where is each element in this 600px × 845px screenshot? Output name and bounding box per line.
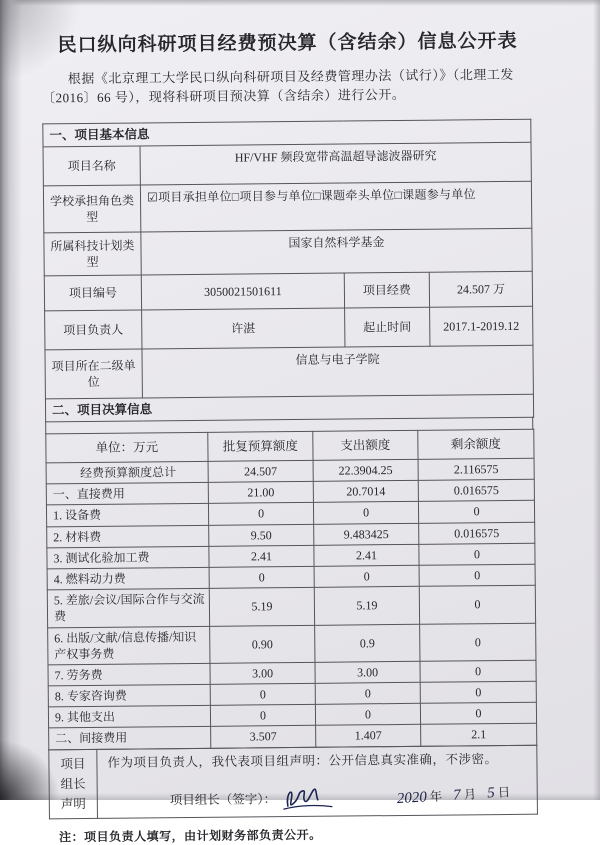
budget-cell: 0.9 xyxy=(315,624,420,662)
budget-row-label: 9. 其他支出 xyxy=(48,706,210,729)
sign-label: 项目组长（签字）： xyxy=(169,791,277,807)
project-name-value: HF/VHF 频段宽带高温超导滤波器研究 xyxy=(140,142,531,185)
funding-label: 项目经费 xyxy=(344,272,429,308)
declaration-body xyxy=(97,745,538,818)
date-month-unit: 月 xyxy=(463,787,478,803)
declaration-statement: 作为项目负责人，我代表项目组声明：公开信息真实准确，不涉密。 xyxy=(107,751,498,770)
program-type-value: 国家自然科学基金 xyxy=(141,228,532,275)
project-leader-row xyxy=(45,306,533,350)
budget-row-label: 2. 材料费 xyxy=(47,525,209,548)
budget-row-label: 7. 劳务费 xyxy=(48,663,210,686)
project-number-value: 3050021501611 xyxy=(141,273,344,310)
budget-cell: 0.016575 xyxy=(419,522,535,544)
budget-cell: 0.016575 xyxy=(418,479,534,501)
date-day-unit: 日 xyxy=(497,785,512,801)
budget-cell: 3.00 xyxy=(315,661,420,683)
budget-cell: 2.41 xyxy=(314,544,419,566)
project-leader-value: 许湛 xyxy=(142,308,345,349)
budget-cell: 2.116575 xyxy=(418,458,534,480)
budget-cell: 0.90 xyxy=(210,625,315,663)
signature-date xyxy=(394,782,520,810)
declaration-row xyxy=(49,745,538,819)
signature-row xyxy=(108,781,529,809)
project-name-row xyxy=(43,142,531,186)
school-role-value xyxy=(140,181,531,232)
budget-row-label: 经费预算额度总计 xyxy=(46,461,208,484)
project-name-label: 项目名称 xyxy=(43,146,140,186)
duration-value: 2017.1-2019.12 xyxy=(430,306,533,346)
role-option: □课题参与单位 xyxy=(394,187,476,203)
budget-table xyxy=(45,429,537,750)
budget-cell: 0 xyxy=(210,705,315,727)
budget-row-label: 3. 测试化验加工费 xyxy=(47,546,209,569)
program-type-label: 所属科技计划类型 xyxy=(44,232,141,276)
budget-unit-header: 单位：万元 xyxy=(46,432,208,463)
role-option-checked: ☑项目承担单位 xyxy=(146,189,232,205)
budget-cell: 0 xyxy=(419,564,535,586)
budget-cell: 3.00 xyxy=(210,662,315,684)
budget-cell: 0 xyxy=(313,502,418,524)
budget-cell: 20.7014 xyxy=(313,481,418,503)
date-year-unit: 年 xyxy=(429,789,444,805)
budget-row-label: 1. 设备费 xyxy=(46,504,208,527)
school-role-row xyxy=(43,181,531,233)
school-role-label: 学校承担角色类型 xyxy=(43,185,140,233)
document-title: 民口纵向科研项目经费预决算（含结余）信息公开表 xyxy=(57,30,518,57)
date-year: 2020 xyxy=(396,789,428,808)
budget-cell: 0 xyxy=(210,683,315,705)
program-type-row xyxy=(44,228,532,276)
budget-row xyxy=(48,623,536,665)
budget-col-approved: 批复预算额度 xyxy=(208,431,313,461)
section-1-title: 一、项目基本信息 xyxy=(43,119,531,147)
budget-cell: 0 xyxy=(420,660,536,682)
budget-cell: 0 xyxy=(418,501,534,523)
budget-cell: 0 xyxy=(209,566,314,588)
budget-cell: 24.507 xyxy=(208,460,313,482)
budget-cell: 0 xyxy=(419,543,535,565)
budget-cell: 0 xyxy=(314,565,419,587)
budget-table-body xyxy=(46,458,537,749)
budget-col-spent: 支出额度 xyxy=(313,430,418,460)
secondary-unit-row xyxy=(45,345,533,399)
budget-row-label: 5. 差旅/会议/国际合作与交流费 xyxy=(47,588,209,627)
budget-cell: 22.3904.25 xyxy=(313,459,418,481)
funding-value: 24.507 万 xyxy=(429,271,532,307)
budget-row-label: 6. 出版/文献/信息传播/知识产权事务费 xyxy=(48,626,210,665)
declaration-table xyxy=(48,744,538,819)
project-leader-label: 项目负责人 xyxy=(45,310,142,350)
basic-info-table xyxy=(42,119,534,423)
budget-cell: 9.483425 xyxy=(314,523,419,545)
role-option: □项目参与单位 xyxy=(231,188,314,204)
budget-cell: 1.407 xyxy=(316,725,421,747)
document-sheet xyxy=(41,22,541,845)
budget-cell: 0 xyxy=(419,585,535,623)
declaration-label: 项目组长声明 xyxy=(49,749,98,818)
budget-header-row xyxy=(46,429,534,463)
budget-cell: 0 xyxy=(315,704,420,726)
budget-row-label: 8. 专家咨询费 xyxy=(48,684,210,707)
secondary-unit-value: 信息与电子学院 xyxy=(142,345,533,398)
date-day: 5 xyxy=(487,785,496,802)
role-option: □课题牵头单位 xyxy=(313,188,395,203)
budget-row xyxy=(47,585,535,627)
budget-cell: 5.19 xyxy=(209,587,314,625)
budget-cell: 3.507 xyxy=(211,726,316,748)
budget-col-remaining: 剩余额度 xyxy=(418,429,534,459)
budget-cell: 2.41 xyxy=(209,545,314,567)
budget-cell: 21.00 xyxy=(208,482,313,504)
budget-cell: 9.50 xyxy=(209,524,314,546)
project-number-label: 项目编号 xyxy=(44,275,141,311)
budget-cell: 0 xyxy=(420,681,536,703)
budget-cell: 0 xyxy=(420,702,536,724)
budget-row-label: 4. 燃料动力费 xyxy=(47,567,209,590)
intro-paragraph: 根据《北京理工大学民口纵向科研项目及经费管理办法（试行）》（北理工发〔2016〕66 号），现将科研项目预决算（含结余）进行公开。 xyxy=(41,66,514,106)
budget-cell: 0 xyxy=(208,503,313,525)
project-leader-signature-scribble xyxy=(278,783,356,812)
budget-cell: 0 xyxy=(420,623,536,661)
budget-cell: 0 xyxy=(315,682,420,704)
date-month: 7 xyxy=(453,787,462,804)
budget-row-label: 一、直接费用 xyxy=(46,483,208,506)
budget-cell: 5.19 xyxy=(314,586,419,624)
secondary-unit-label: 项目所在二级单位 xyxy=(45,349,142,399)
duration-label: 起止时间 xyxy=(345,307,430,347)
project-number-row xyxy=(44,271,532,311)
budget-cell: 2.1 xyxy=(421,724,537,746)
section-2-title: 二、项目决算信息 xyxy=(45,394,533,422)
footnote: 注：项目负责人填写，由计划财务部负责公开。 xyxy=(59,827,322,844)
budget-row-label: 二、间接费用 xyxy=(49,727,211,750)
